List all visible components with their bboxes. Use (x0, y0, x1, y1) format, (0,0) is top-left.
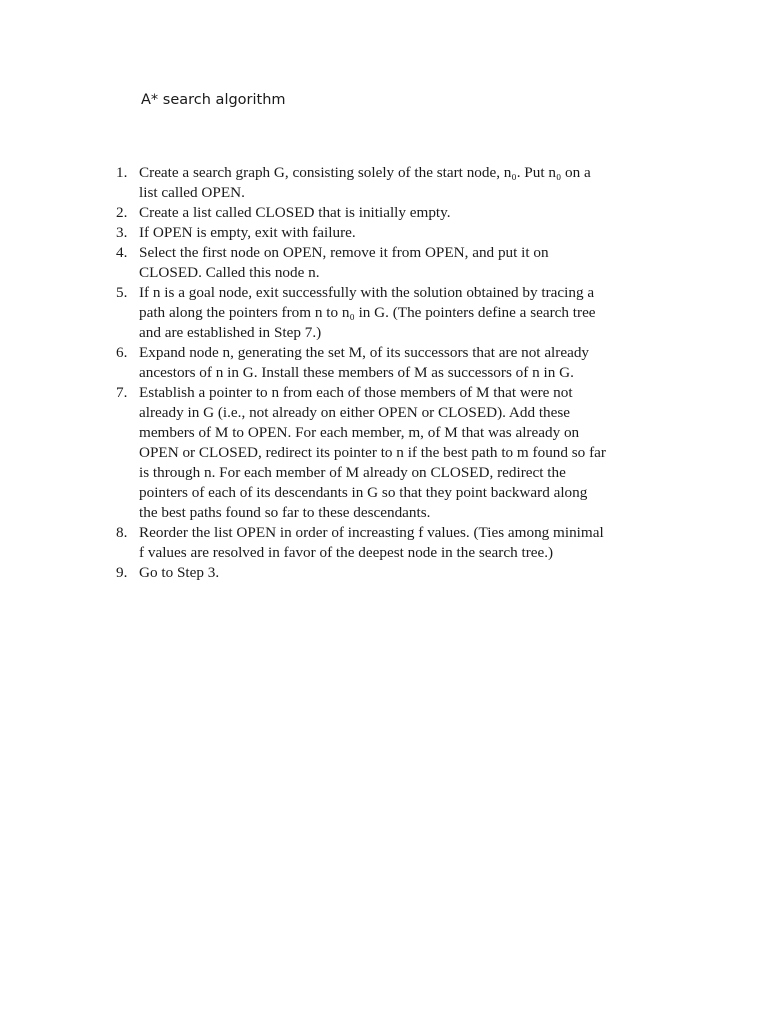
step-text-line: Reorder the list OPEN in order of increasting f values. (Ties among minimal (139, 524, 604, 541)
step-text-line: CLOSED. Called this node n. (139, 264, 320, 281)
step-number: 2. (116, 204, 128, 221)
step-item (0, 243, 679, 283)
step-text-line: f values are resolved in favor of the deepest node in the search tree.) (139, 544, 554, 561)
step-text-line: Go to Step 3. (139, 564, 220, 581)
step-item (0, 383, 679, 523)
step-item (0, 203, 679, 223)
step-text-line: path along the pointers from n to n₀ in G. (The pointers define a search tree (139, 304, 596, 321)
step-number: 9. (116, 564, 128, 581)
step-item (0, 163, 679, 203)
step-text-line: Create a search graph G, consisting solely of the start node, n₀. Put n₀ on a (139, 164, 591, 181)
document-title: A* search algorithm (141, 92, 286, 108)
step-text-line: and are established in Step 7.) (139, 324, 322, 341)
step-number: 8. (116, 524, 128, 541)
step-item (0, 283, 679, 343)
step-text-line: Select the first node on OPEN, remove it from OPEN, and put it on (139, 244, 549, 261)
step-text-line: ancestors of n in G. Install these members of M as successors of n in G. (139, 364, 574, 381)
step-text-line: Establish a pointer to n from each of those members of M that were not (139, 384, 573, 401)
step-number: 4. (116, 244, 128, 261)
step-text-line: pointers of each of its descendants in G so that they point backward along (139, 484, 588, 501)
step-item (0, 343, 679, 383)
step-item (0, 523, 679, 563)
step-item (0, 223, 679, 243)
step-number: 5. (116, 284, 128, 301)
step-number: 3. (116, 224, 128, 241)
step-number: 1. (116, 164, 128, 181)
step-text-line: Create a list called CLOSED that is initially empty. (139, 204, 451, 221)
step-text-line: list called OPEN. (139, 184, 245, 201)
step-text-line: If OPEN is empty, exit with failure. (139, 224, 356, 241)
step-number: 6. (116, 344, 128, 361)
step-number: 7. (116, 384, 128, 401)
step-text-line: the best paths found so far to these descendants. (139, 504, 431, 521)
step-text-line: members of M to OPEN. For each member, m, of M that was already on (139, 424, 580, 441)
step-item (0, 563, 679, 583)
step-text-line: already in G (i.e., not already on either OPEN or CLOSED). Add these (139, 404, 571, 421)
step-text-line: OPEN or CLOSED, redirect its pointer to n if the best path to m found so far (139, 444, 606, 461)
step-text-line: If n is a goal node, exit successfully with the solution obtained by tracing a (139, 284, 595, 301)
step-text-line: is through n. For each member of M already on CLOSED, redirect the (139, 464, 566, 481)
steps-list (0, 163, 768, 583)
step-text-line: Expand node n, generating the set M, of its successors that are not already (139, 344, 590, 361)
